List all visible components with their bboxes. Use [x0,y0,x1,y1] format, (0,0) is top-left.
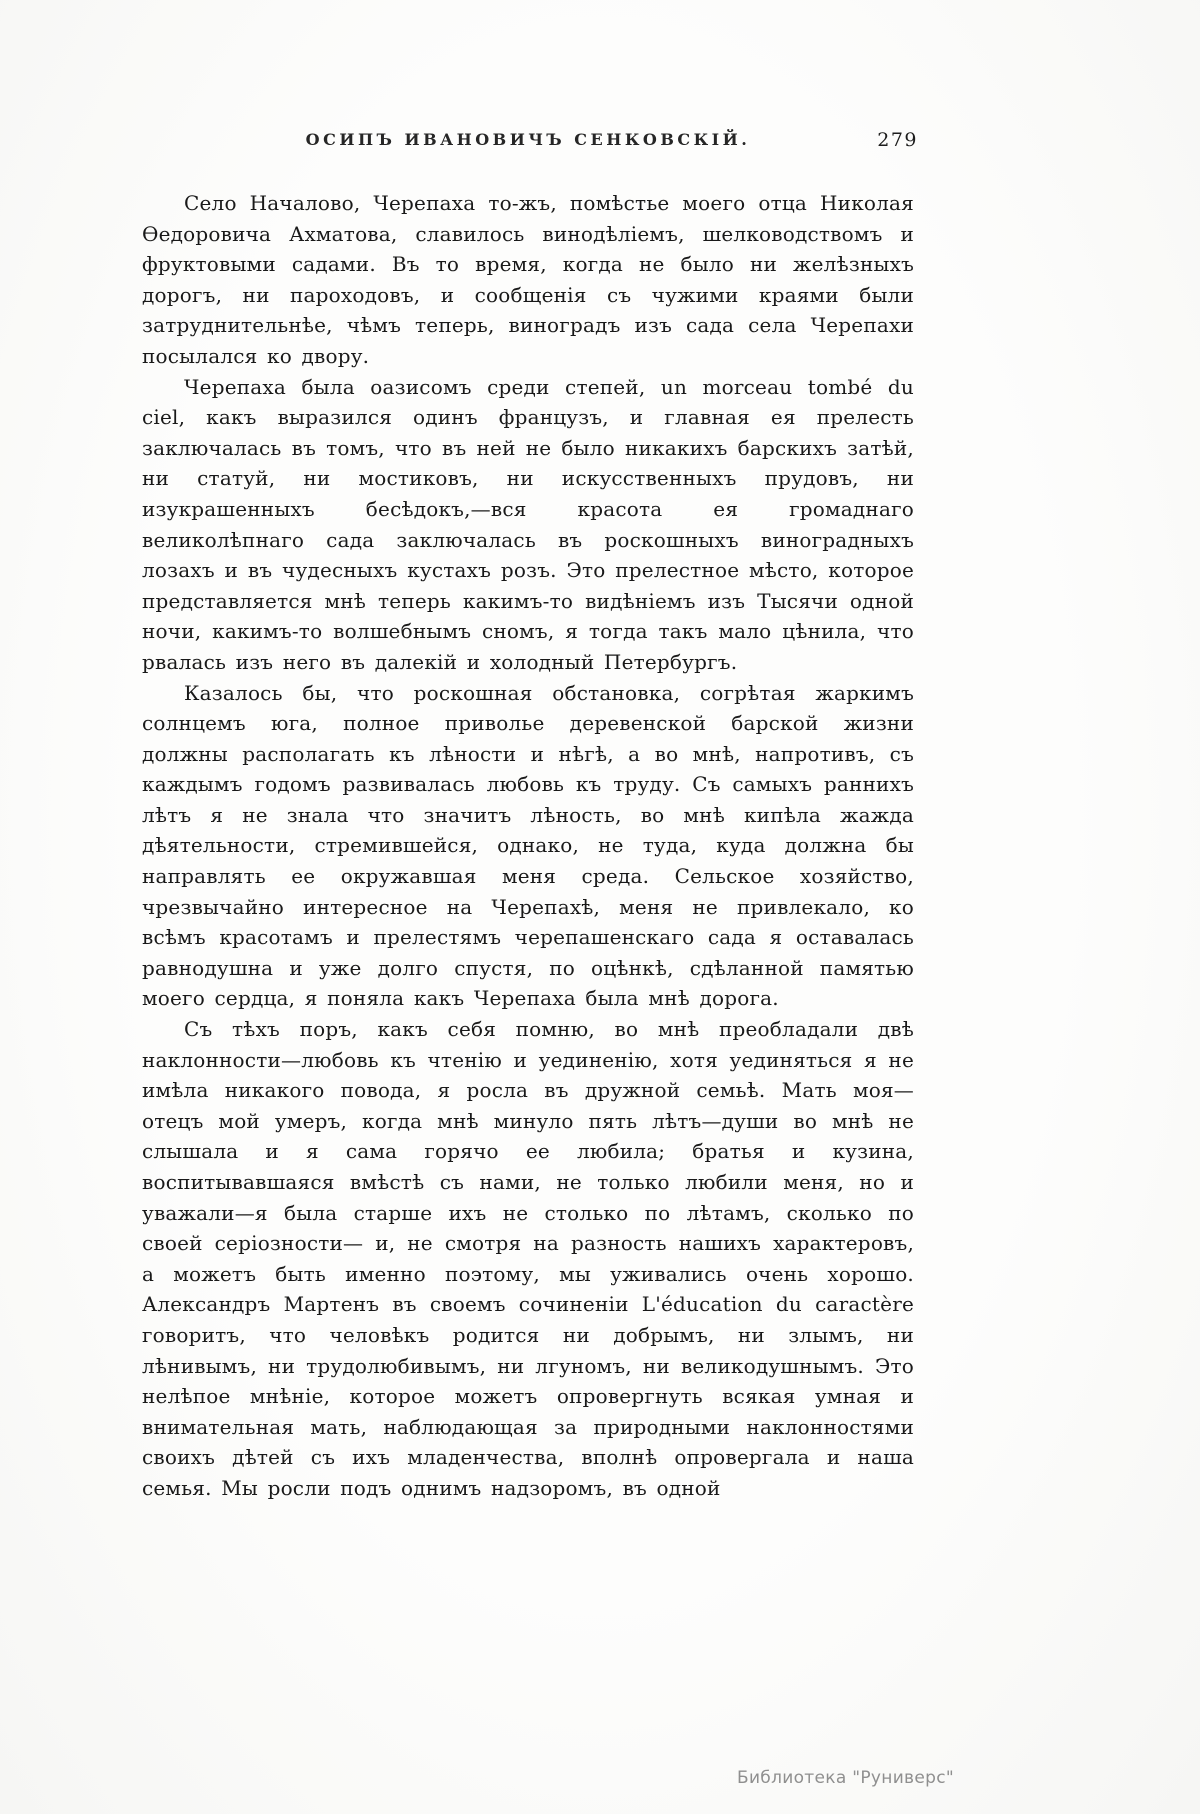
paragraph-1: Село Началово, Черепаха то-жъ, помѣстье моего отца Николая Ѳедоровича Ахматова, славилось винодѣліемъ, шелководствомъ и фруктовыми садами. Въ то время, когда не было ни желѣзныхъ дорогъ, ни пароходовъ, и сообщенія съ чужими краями были затруднительнѣе, чѣмъ теперь, виноградъ изъ сада села Черепахи посылался ко двору. [142,191,914,368]
body-text [142,188,914,1504]
paragraph-2: Черепаха была оазисомъ среди степей, un morceau tombé du ciel, какъ выразился одинъ французъ, и главная ея прелесть заключалась въ томъ, что въ ней не было никакихъ барскихъ затѣй, ни статуй, ни мостиковъ, ни искусственныхъ прудовъ, ни изукрашенныхъ бесѣдокъ,—вся красота ея громаднаго великолѣпнаго сада заключалась въ роскошныхъ виноградныхъ лозахъ и въ чудесныхъ кустахъ розъ. Это прелестное мѣсто, которое представляется мнѣ теперь какимъ-то видѣніемъ изъ Тысячи одной ночи, какимъ-то волшебнымъ сномъ, я тогда такъ мало цѣнила, что рвалась изъ него въ далекій и холодный Петербургъ. [142,374,914,674]
paragraph-3: Казалось бы, что роскошная обстановка, согрѣтая жаркимъ солнцемъ юга, полное приволье деревенской барской жизни должны располагать къ лѣности и нѣгѣ, а во мнѣ, напротивъ, съ каждымъ годомъ развивалась любовь къ труду. Съ самыхъ раннихъ лѣтъ я не знала что значитъ лѣность, во мнѣ кипѣла жажда дѣятельности, стремившейся, однако, не туда, куда должна бы направлять ее окружавшая меня среда. Сельское хозяйство, чрезвычайно интересное на Черепахѣ, меня не привлекало, ко всѣмъ красотамъ и прелестямъ черепашенскаго сада я оставалась равнодушна и уже долго спустя, по оцѣнкѣ, сдѣланной памятью моего сердца, я поняла какъ Черепаха была мнѣ дорога. [142,680,914,1011]
page-header [142,129,918,160]
page-number: 279 [877,129,918,151]
text-column [142,129,918,1504]
paragraph-4: Съ тѣхъ поръ, какъ себя помню, во мнѣ преобладали двѣ наклонности—любовь къ чтенію и уединенію, хотя уединяться я не имѣла никакого повода, я росла въ дружной семьѣ. Мать моя— отецъ мой умеръ, когда мнѣ минуло пять лѣтъ—души во мнѣ не слышала и я сама горячо ее любила; братья и кузина, воспитывавшаяся вмѣстѣ съ нами, не только любили меня, но и уважали—я была старше ихъ не столько по лѣтамъ, сколько по своей серіозности— и, не смотря на разность нашихъ характеровъ, а можетъ быть именно поэтому, мы уживались очень хорошо. Александръ Мартенъ въ своемъ сочиненіи L'éducation du caractère говоритъ, что человѣкъ родится ни добрымъ, ни злымъ, ни лѣнивымъ, ни трудолюбивымъ, ни лгуномъ, ни великодушнымъ. Это нелѣпое мнѣніе, которое можетъ опровергнуть всякая умная и внимательная мать, наблюдающая за природными наклонностями своихъ дѣтей съ ихъ младенчества, вполнѣ опровергала и наша семья. Мы росли подъ однимъ надзоромъ, въ одной [142,1017,914,1500]
library-watermark: Библиотека "Руниверс" [737,1768,954,1788]
running-title: ОСИПЪ ИВАНОВИЧЪ СЕНКОВСКІЙ. [305,130,751,149]
